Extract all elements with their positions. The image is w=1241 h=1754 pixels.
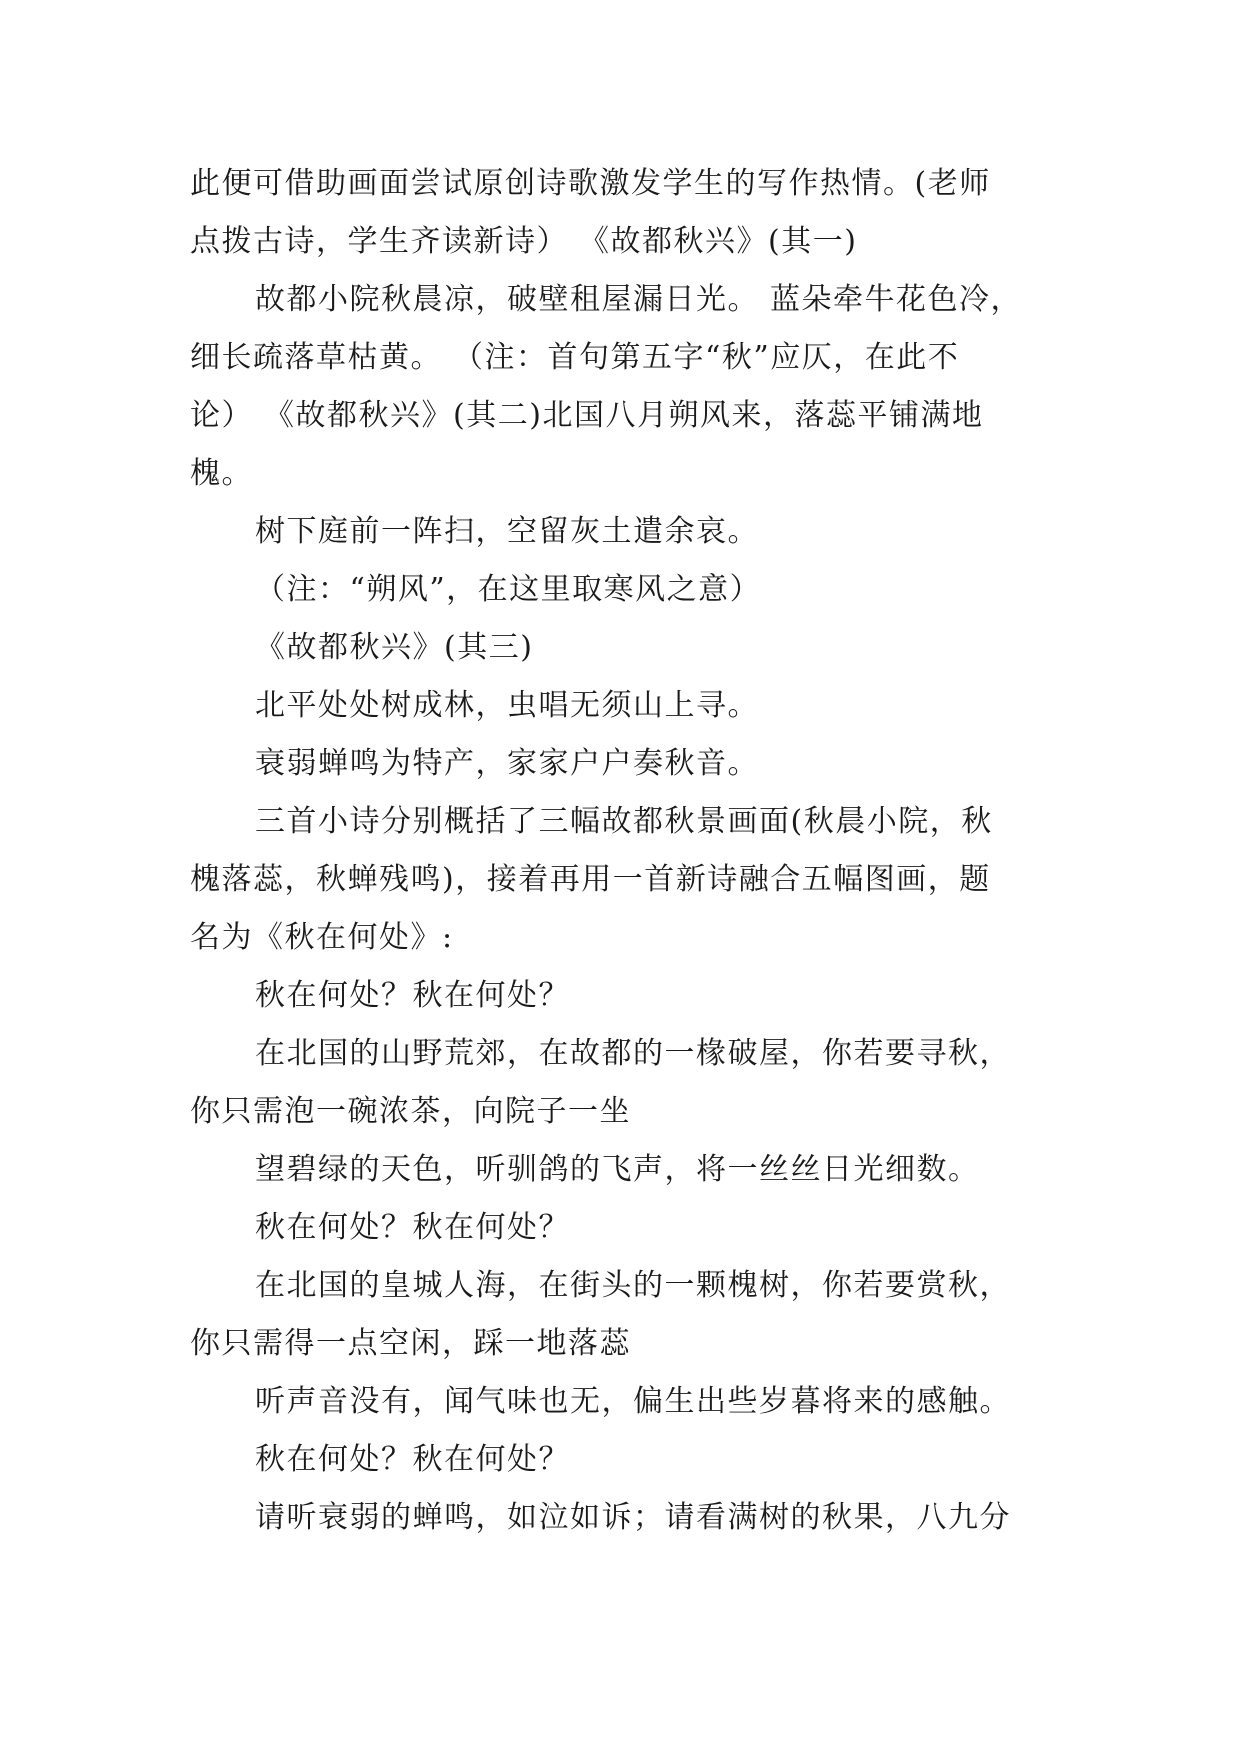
- text-line: 此便可借助画面尝试原创诗歌激发学生的写作热情。(老师: [190, 166, 991, 201]
- text-line: （注：“朔风”，在这里取寒风之意）: [255, 572, 762, 607]
- text-line: 《故都秋兴》(其三): [255, 630, 534, 665]
- text-line: 你只需泡一碗浓茶，向院子一坐: [190, 1094, 631, 1129]
- text-line: 名为《秋在何处》:: [190, 920, 454, 955]
- text-line: 论） 《故都秋兴》(其二)北国八月朔风来，落蕊平铺满地: [190, 398, 984, 433]
- text-line: 三首小诗分别概括了三幅故都秋景画面(秋晨小院，秋: [255, 804, 993, 839]
- text-line: 在北国的皇城人海，在街头的一颗槐树，你若要赏秋，: [255, 1268, 1011, 1303]
- text-line: 你只需得一点空闲，踩一地落蕊: [190, 1326, 631, 1361]
- text-line: 在北国的山野荒郊，在故都的一椽破屋，你若要寻秋，: [255, 1036, 1011, 1071]
- text-line: 秋在何处？秋在何处？: [255, 978, 570, 1013]
- text-line: 衰弱蝉鸣为特产，家家户户奏秋音。: [255, 746, 759, 781]
- text-line: 望碧绿的天色，听驯鸽的飞声，将一丝丝日光细数。: [255, 1152, 980, 1187]
- text-line: 北平处处树成林，虫唱无须山上寻。: [255, 688, 759, 723]
- text-line: 点拨古诗，学生齐读新诗） 《故都秋兴》(其一): [190, 224, 858, 259]
- text-line: 故都小院秋晨凉，破壁租屋漏日光。 蓝朵牵牛花色冷，: [255, 282, 1023, 317]
- text-line: 秋在何处？秋在何处？: [255, 1210, 570, 1245]
- text-line: 槐。: [190, 456, 253, 491]
- text-line: 听声音没有，闻气味也无，偏生出些岁暮将来的感触。: [255, 1384, 1011, 1419]
- text-line: 细长疏落草枯黄。 （注：首句第五字“秋”应仄，在此不: [190, 340, 960, 375]
- text-line: 树下庭前一阵扫，空留灰土遣余哀。: [255, 514, 759, 549]
- text-line: 秋在何处？秋在何处？: [255, 1442, 570, 1477]
- text-line: 请听衰弱的蝉鸣，如泣如诉；请看满树的秋果，八九分: [255, 1500, 1011, 1535]
- text-line: 槐落蕊，秋蝉残鸣)，接着再用一首新诗融合五幅图画，题: [190, 862, 991, 897]
